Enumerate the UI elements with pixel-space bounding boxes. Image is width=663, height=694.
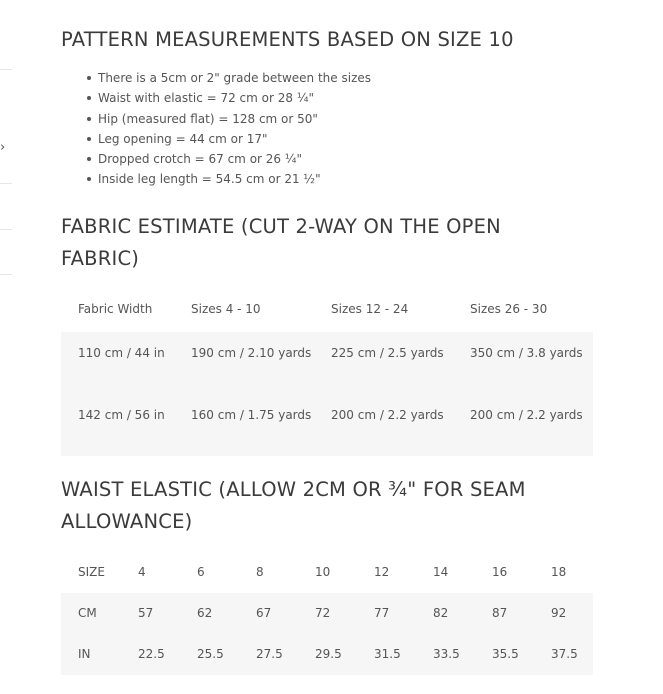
rail-divider bbox=[0, 183, 12, 184]
table-cell: 57 bbox=[121, 593, 180, 634]
table-cell: Sizes 26 - 30 bbox=[470, 302, 548, 316]
table-cell: 87 bbox=[475, 593, 534, 634]
table-cell: 37.5 bbox=[534, 634, 593, 675]
table-cell: 92 bbox=[534, 593, 593, 634]
table-cell: 12 bbox=[374, 565, 390, 579]
table-cell: Sizes 12 - 24 bbox=[331, 302, 409, 316]
table-cell: 16 bbox=[492, 565, 508, 579]
table-cell: Fabric Width bbox=[78, 302, 153, 316]
table-cell: 33.5 bbox=[416, 634, 475, 675]
table-cell: 110 cm / 44 in bbox=[61, 332, 174, 394]
table-cell: 18 bbox=[551, 565, 567, 579]
table-cell: 62 bbox=[180, 593, 239, 634]
table-row bbox=[61, 634, 593, 675]
fabric-estimate-heading: FABRIC ESTIMATE (CUT 2-WAY ON THE OPEN FABRIC) bbox=[61, 215, 501, 270]
table-cell: 200 cm / 2.2 yards bbox=[453, 394, 593, 456]
list-item: Inside leg length = 54.5 cm or 21 ½" bbox=[98, 169, 371, 189]
table-cell: 225 cm / 2.5 yards bbox=[314, 332, 453, 394]
table-row bbox=[61, 288, 593, 332]
fabric-estimate-table bbox=[61, 288, 593, 456]
rail-divider bbox=[0, 229, 12, 230]
table-cell: 8 bbox=[256, 565, 264, 579]
table-cell: 82 bbox=[416, 593, 475, 634]
table-cell: 25.5 bbox=[180, 634, 239, 675]
table-cell: 31.5 bbox=[357, 634, 416, 675]
table-row bbox=[61, 332, 593, 394]
table-cell: SIZE bbox=[78, 565, 105, 579]
table-cell: 200 cm / 2.2 yards bbox=[314, 394, 453, 456]
table-cell: 4 bbox=[138, 565, 146, 579]
rail-divider bbox=[0, 69, 12, 70]
table-cell: 35.5 bbox=[475, 634, 534, 675]
table-row bbox=[61, 394, 593, 456]
list-item: Leg opening = 44 cm or 17" bbox=[98, 129, 371, 149]
table-cell: 10 bbox=[315, 565, 331, 579]
table-cell: 72 bbox=[298, 593, 357, 634]
table-cell: Sizes 4 - 10 bbox=[191, 302, 261, 316]
list-item: Dropped crotch = 67 cm or 26 ¼" bbox=[98, 149, 371, 169]
rail-divider bbox=[0, 274, 12, 275]
table-cell: 29.5 bbox=[298, 634, 357, 675]
table-cell: 160 cm / 1.75 yards bbox=[174, 394, 314, 456]
table-cell: 22.5 bbox=[121, 634, 180, 675]
pattern-measurements-list bbox=[61, 68, 371, 190]
table-cell: 190 cm / 2.10 yards bbox=[174, 332, 314, 394]
table-cell: 14 bbox=[433, 565, 449, 579]
list-item: Waist with elastic = 72 cm or 28 ¼" bbox=[98, 88, 371, 108]
table-cell: CM bbox=[61, 593, 121, 634]
table-row bbox=[61, 593, 593, 634]
list-item: There is a 5cm or 2" grade between the sizes bbox=[98, 68, 371, 88]
table-cell: 6 bbox=[197, 565, 205, 579]
pattern-measurements-heading: PATTERN MEASUREMENTS BASED ON SIZE 10 bbox=[61, 28, 514, 51]
waist-elastic-heading: WAIST ELASTIC (ALLOW 2CM OR ¾" FOR SEAM ALLOWANCE) bbox=[61, 478, 526, 533]
chevron-right-icon[interactable]: › bbox=[0, 140, 6, 155]
table-cell: 350 cm / 3.8 yards bbox=[453, 332, 593, 394]
list-item: Hip (measured flat) = 128 cm or 50" bbox=[98, 109, 371, 129]
table-cell: 77 bbox=[357, 593, 416, 634]
waist-elastic-table bbox=[61, 552, 593, 675]
table-cell: 67 bbox=[239, 593, 298, 634]
table-cell: 142 cm / 56 in bbox=[61, 394, 174, 456]
table-row bbox=[61, 552, 593, 593]
table-cell: 27.5 bbox=[239, 634, 298, 675]
table-cell: IN bbox=[61, 634, 121, 675]
left-sidebar-edge bbox=[0, 0, 14, 694]
